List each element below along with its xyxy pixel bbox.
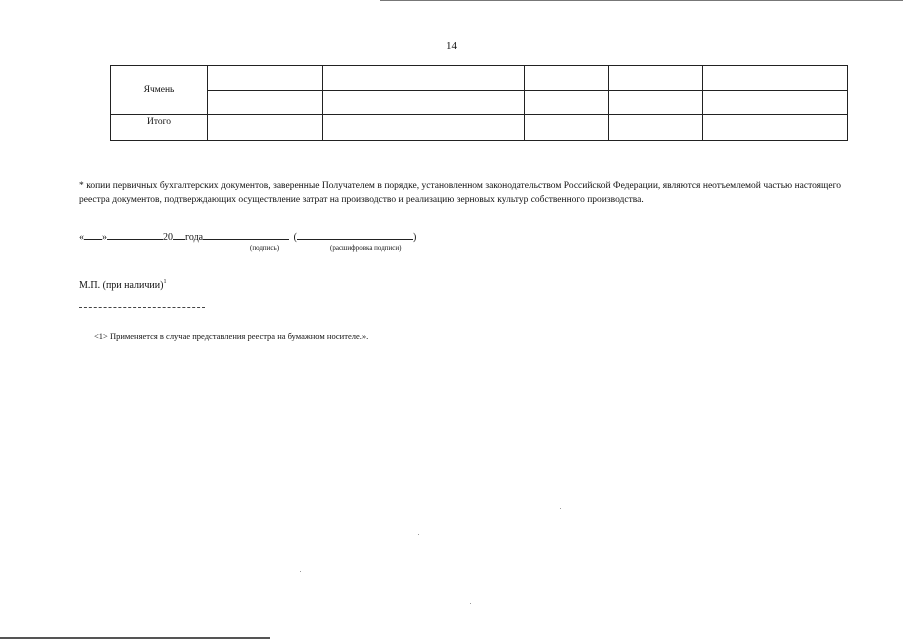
row-label-total: Итого (111, 115, 208, 141)
year-prefix: 20 (163, 232, 173, 243)
table-cell (323, 91, 525, 115)
scan-speck (418, 534, 419, 535)
table-cell (208, 66, 323, 91)
signature-caption: (подпись) (250, 244, 280, 252)
scan-speck (300, 571, 301, 572)
table-cell (323, 115, 525, 141)
table-cell (609, 115, 703, 141)
table-cell (703, 91, 848, 115)
paren-close: ) (412, 232, 417, 243)
table-cell (323, 66, 525, 91)
table-cell (525, 91, 609, 115)
year-blank (173, 229, 185, 240)
table-row (111, 115, 848, 141)
stamp-label (79, 279, 166, 291)
footnote-paragraph: * копии первичных бухгалтерских документов, заверенные Получателем в порядке, установленном законодательством Российской Федерации, являются неотъемлемой частью настоящего реестра документов, подтверждающих осуществление затрат на производство и реализацию зерновых культур собственного производства. (79, 181, 841, 205)
table-cell (525, 115, 609, 141)
table-row (111, 91, 848, 115)
table-cell (609, 91, 703, 115)
table-row (111, 66, 848, 91)
stamp-text: М.П. (при наличии) (79, 280, 164, 291)
open-quote: « (79, 232, 84, 243)
month-blank (107, 229, 163, 240)
paren-open: ( (293, 232, 297, 243)
summary-table (110, 65, 848, 141)
table-cell (208, 91, 323, 115)
decoding-caption: (расшифровка подписи) (330, 244, 402, 252)
table-cell (703, 115, 848, 141)
scan-speck (470, 603, 471, 604)
table-cell (208, 115, 323, 141)
table-cell (703, 66, 848, 91)
footnote-text: <1> Применяется в случае представления реестра на бумажном носителе.». (94, 331, 369, 341)
close-quote: » (102, 232, 107, 243)
date-signature-line (79, 229, 416, 243)
day-blank (84, 229, 102, 240)
table-cell (609, 66, 703, 91)
scan-speck (560, 508, 561, 509)
scan-bottom-edge (0, 637, 270, 639)
decoding-blank (297, 229, 413, 240)
signature-blank (203, 229, 289, 240)
footnote-divider (79, 307, 205, 308)
row-label-barley: Ячмень (111, 66, 208, 115)
footnote-mark: 1 (163, 279, 167, 285)
year-word: года (185, 232, 204, 243)
table-cell (525, 66, 609, 91)
scan-top-edge (380, 0, 903, 1)
page-number: 14 (446, 40, 457, 52)
